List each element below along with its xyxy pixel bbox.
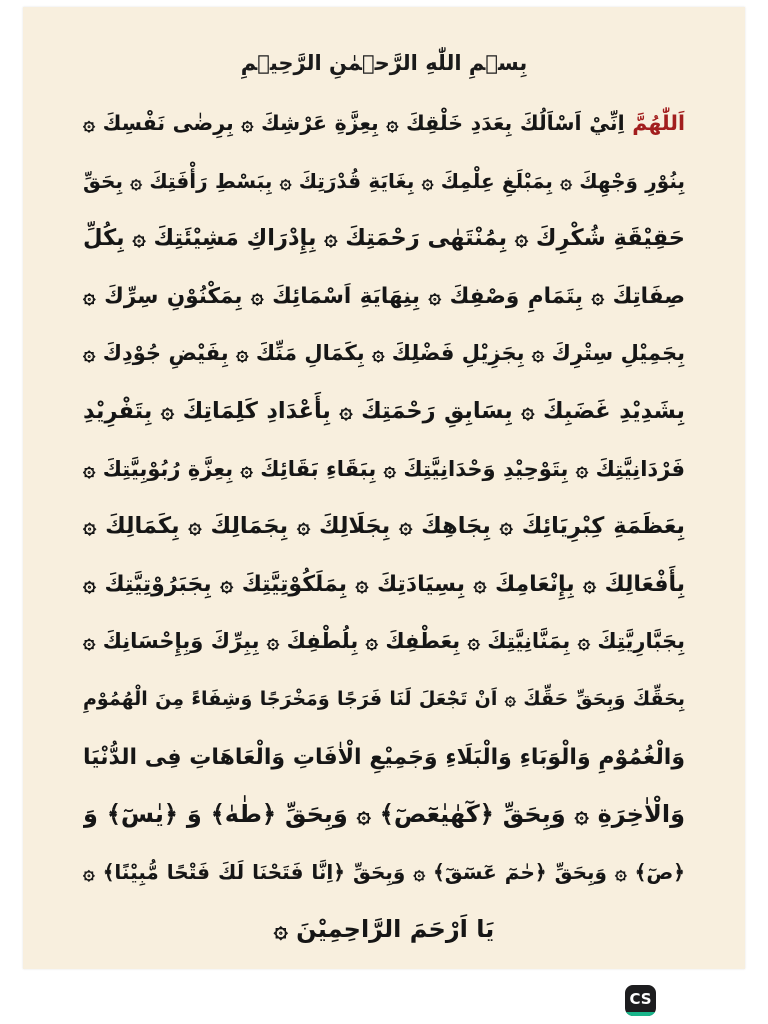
opening-word: اَللّٰهُمَّ bbox=[632, 111, 685, 135]
document-page bbox=[23, 7, 745, 969]
text-line-2: بِنُوْرِ وَجْهِكَ ۞ بِمَبْلَغِ عِلْمِكَ ۞ بِغَايَةِ قُدْرَتِكَ ۞ بِبَسْطِ رَأْفَتِكَ ۞ بِحَقِّ bbox=[83, 168, 685, 193]
text-line-9: بِأَفْعَالِكَ ۞ بِإِنْعَامِكَ ۞ بِسِيَادَتِكَ ۞ بِمَلَكُوْتِيَّتِكَ ۞ بِجَبَرُوْتِيَّتِكَ ۞ bbox=[83, 571, 685, 597]
text-line-14: ﴿صٓ﴾ ۞ وَبِحَقِّ ﴿حٰمٓ عٓسٓقٓ﴾ ۞ وَبِحَقِّ ﴿اِنَّا فَتَحْنَا لَكَ فَتْحًا مُّبِيْنًا﴾ ۞ bbox=[83, 859, 685, 884]
text-line-3: حَقِيْقَةِ شُكْرِكَ ۞ بِمُنْتَهٰى رَحْمَتِكَ ۞ بِإِدْرَاكِ مَشِيْئَتِكَ ۞ بِكُلِّ bbox=[83, 225, 685, 252]
text-line-13: وَالْاٰخِرَةِ ۞ وَبِحَقِّ ﴿كٓهٰيٰعٓصٓ﴾ ۞ وَبِحَقِّ ﴿طٰهٰ﴾ وَ ﴿يٰسٓ﴾ وَ bbox=[83, 800, 685, 829]
supplication-text bbox=[83, 95, 685, 959]
text-line-15: يَا اَرْحَمَ الرَّاحِمِيْنَ ۞ bbox=[273, 915, 495, 944]
text-line-8: بِعَظَمَةِ كِبْرِيَائِكَ ۞ بِجَاهِكَ ۞ بِجَلَالِكَ ۞ بِجَمَالِكَ ۞ بِكَمَالِكَ ۞ bbox=[83, 513, 685, 540]
text-line-7: فَرْدَانِيَّتِكَ ۞ بِتَوْحِيْدِ وَحْدَانِيَّتِكَ ۞ بِبَقَاءِ بَقَائِكَ ۞ بِعِزَّةِ رُبُوْبِيَّتِكَ ۞ bbox=[83, 456, 685, 481]
text-line-1 bbox=[83, 95, 685, 153]
text-line-5: بِجَمِيْلِ سِتْرِكَ ۞ بِجَزِيْلِ فَضْلِكَ ۞ بِكَمَالِ مَنِّكَ ۞ بِفَيْضِ جُوْدِكَ ۞ bbox=[83, 341, 685, 366]
text-line-11: بِحَقِّكَ وَبِحَقِّ حَقِّكَ ۞ اَنْ تَجْعَلَ لَنَا فَرَجًا وَمَخْرَجًا وَشِفَاءً مِنَ الْهُمُوْمِ bbox=[83, 687, 685, 710]
text-line-1-content: اِنِّيْ اَسْاَلُكَ بِعَدَدِ خَلْقِكَ ۞ بِعِزَّةِ عَرْشِكَ ۞ بِرِضٰى نَفْسِكَ ۞ bbox=[83, 111, 625, 135]
text-line-12: وَالْغُمُوْمِ وَالْوَبَاءِ وَالْبَلَاءِ وَجَمِيْعِ الْاٰفَاتِ وَالْعَاهَاتِ فِى الدُّنْيَا bbox=[83, 744, 685, 770]
basmala-heading: بِسۡمِ اللّٰهِ الرَّحۡمٰنِ الرَّحِيۡمِ bbox=[240, 51, 528, 75]
text-line-6: بِشَدِيْدِ غَضَبِكَ ۞ بِسَابِقِ رَحْمَتِكَ ۞ بِأَعْدَادِ كَلِمَاتِكَ ۞ بِتَفْرِيْدِ bbox=[83, 397, 685, 424]
text-line-10: بِجَبَّارِيَّتِكَ ۞ بِمَنَّانِيَّتِكَ ۞ بِعَطْفِكَ ۞ بِلُطْفِكَ ۞ بِبِرِّكَ وَبِإِحْسَانِكَ ۞ bbox=[83, 629, 685, 654]
text-line-4: صِفَاتِكَ ۞ بِتَمَامِ وَصْفِكَ ۞ بِنِهَايَةِ اَسْمَائِكَ ۞ بِمَكْنُوْنِ سِرِّكَ ۞ bbox=[83, 283, 685, 309]
camscanner-badge-icon[interactable]: CS bbox=[625, 985, 656, 1016]
